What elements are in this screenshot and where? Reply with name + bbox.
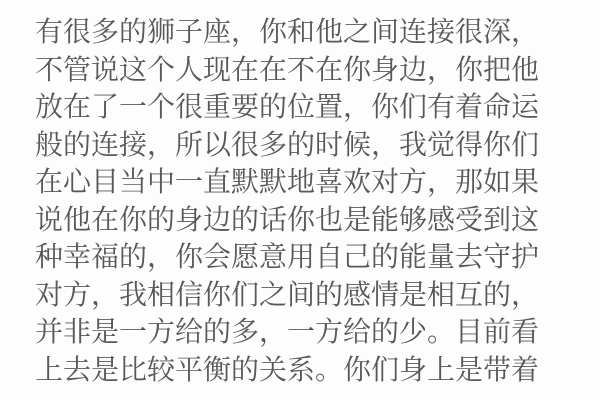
text-line: 对方，我相信你们之间的感情是相互的， — [35, 277, 540, 311]
text-line: 放在了一个很重要的位置，你们有着命运 — [35, 90, 540, 123]
text-line: 种幸福的，你会愿意用自己的能量去守护 — [35, 240, 540, 273]
text-line: 不管说这个人现在在不在你身边，你把他 — [35, 52, 540, 86]
text-line: 在心目当中一直默默地喜欢对方，那如果 — [35, 165, 540, 198]
text-line: 有很多的狮子座，你和他之间连接很深， — [35, 15, 540, 48]
text-line: 般的连接，所以很多的时候，我觉得你们 — [35, 127, 540, 161]
text-line: 上去是比较平衡的关系。你们身上是带着 — [35, 352, 540, 386]
text-line: 并非是一方给的多，一方给的少。目前看 — [35, 315, 540, 348]
text-line: 说他在你的身边的话你也是能够感受到这 — [35, 202, 540, 236]
